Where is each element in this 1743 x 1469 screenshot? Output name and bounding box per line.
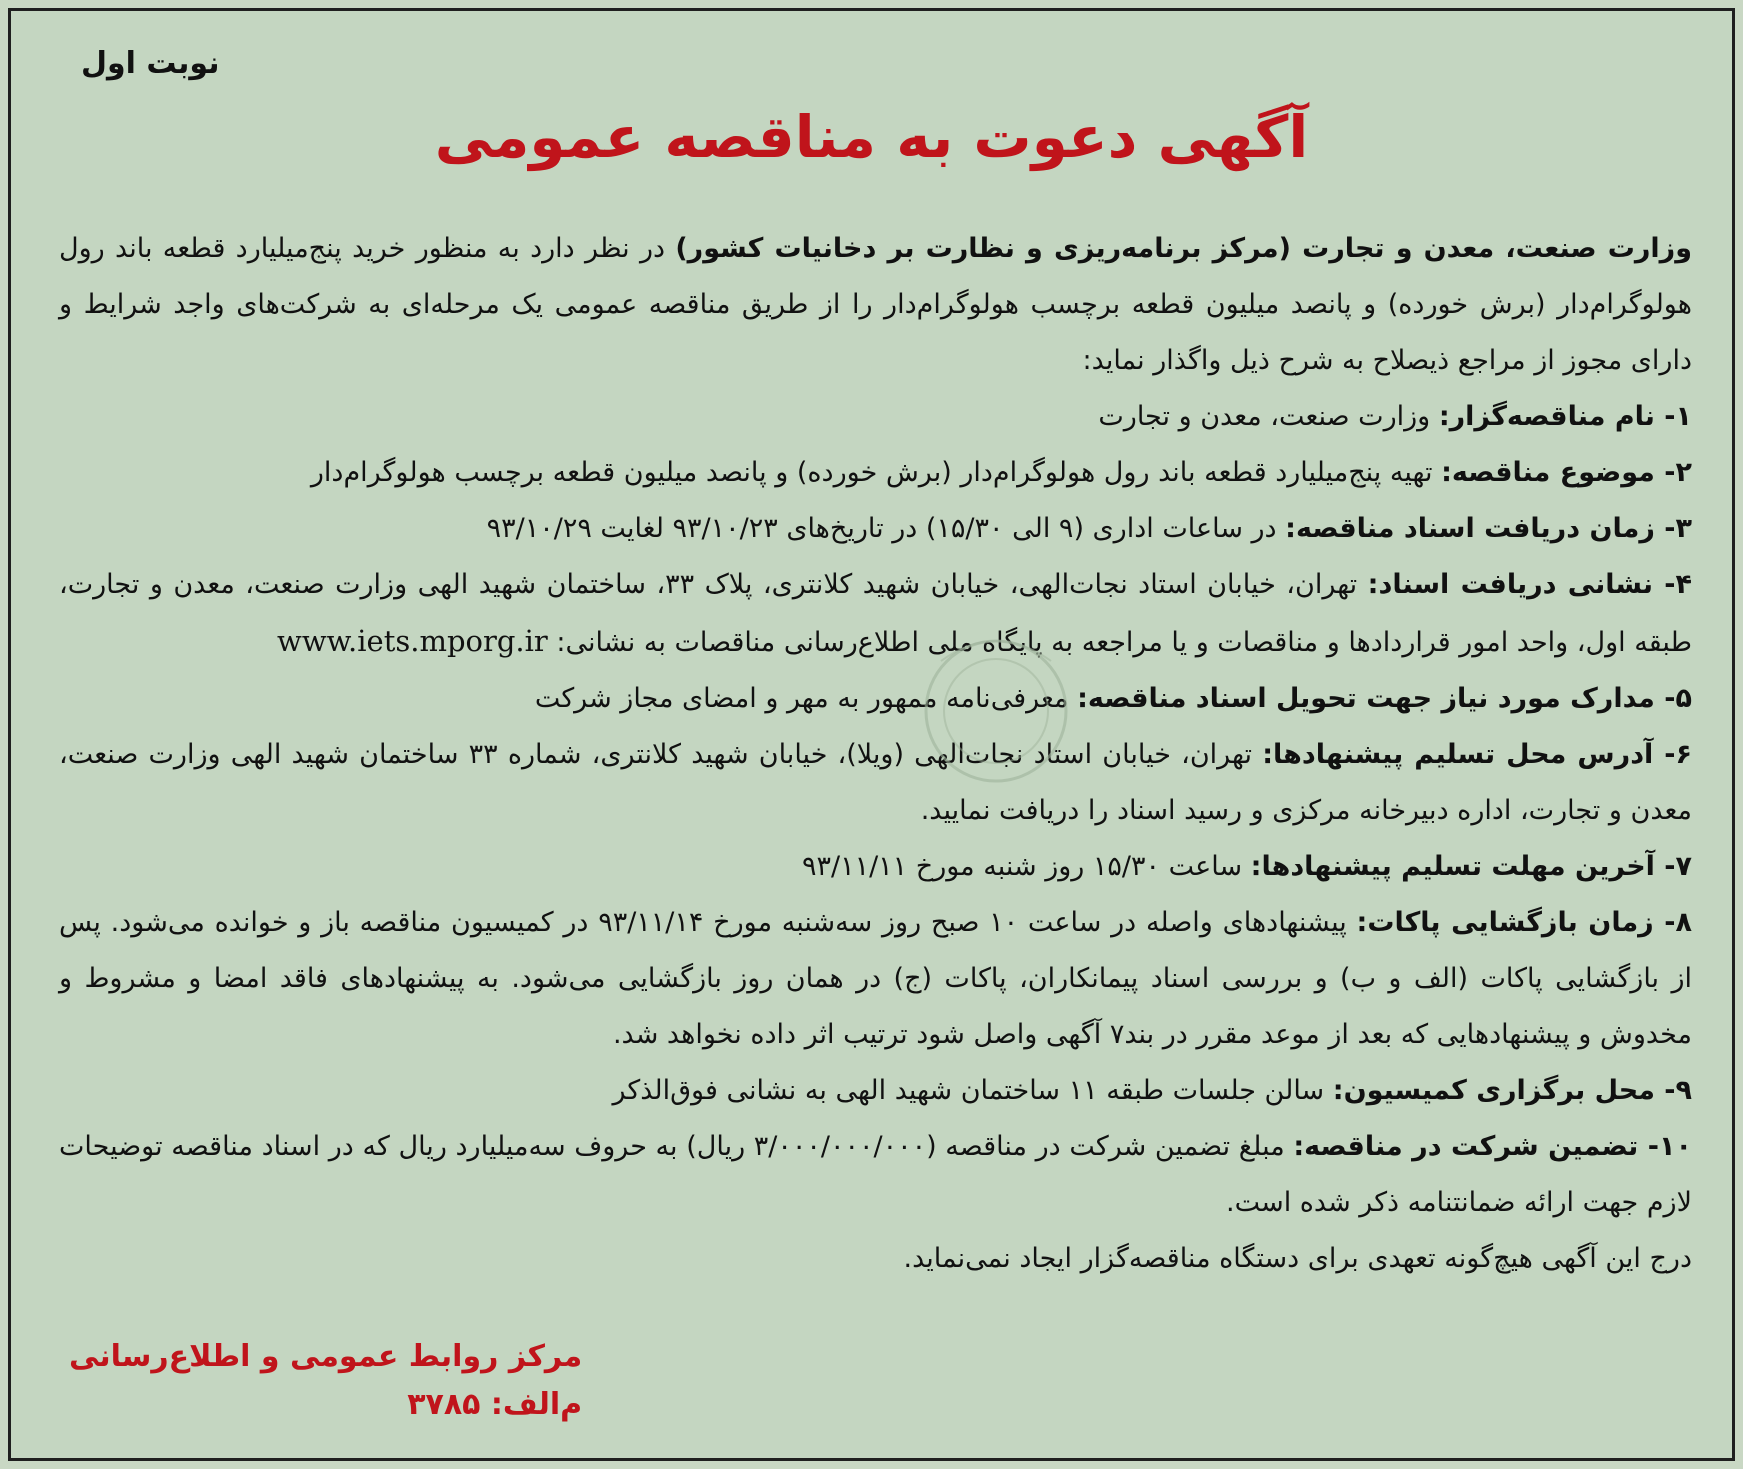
- item-label: ۵- مدارک مورد نیاز جهت تحویل اسناد مناقصه:: [1077, 683, 1692, 714]
- item-label: ۸- زمان بازگشایی پاکات:: [1356, 907, 1692, 938]
- item-label: ۶- آدرس محل تسلیم پیشنهادها:: [1262, 739, 1692, 770]
- intro-text: در نظر دارد به منظور خرید پنج‌میلیارد قطعه باند رول هولوگرام‌دار (برش خورده) و پانصد میلیون قطعه برچسب هولوگرام‌دار را از طریق مناقصه عمومی یک مرحله‌ای به شرکت‌های واجد شرایط و دارای مجوز از مراجع ذیصلاح به شرح ذیل واگذار نماید:: [59, 233, 1692, 376]
- item-text: پیشنهادهای واصله در ساعت ۱۰ صبح روز سه‌شنبه مورخ ۹۳/۱۱/۱۴ در کمیسیون مناقصه باز و خوانده می‌شود. پس از بازگشایی پاکات (الف و ب) و بررسی اسناد پیمانکاران، پاکات (ج) در همان روز بازگشایی می‌شود. به پیشنهادهای فاقد امضا و مشروط و مخدوش و پیشنهادهایی که بعد از موعد مقرر در بند۷ آگهی واصل شود ترتیب اثر داده نخواهد شد.: [59, 907, 1692, 1050]
- item-7: [59, 839, 1692, 895]
- notice-title: آگهی دعوت به مناقصه عمومی: [434, 103, 1309, 171]
- footer-organization: مرکز روابط عمومی و اطلاع‌رسانی: [69, 1339, 583, 1374]
- item-9: [59, 1063, 1692, 1119]
- item-text: تهیه پنج‌میلیارد قطعه باند رول هولوگرام‌دار (برش خورده) و پانصد میلیون قطعه برچسب هولوگرام‌دار: [310, 457, 1442, 488]
- tender-portal-url[interactable]: www.iets.mporg.ir: [277, 624, 548, 658]
- item-8: [59, 895, 1692, 1063]
- disclaimer: درج این آگهی هیچ‌گونه تعهدی برای دستگاه مناقصه‌گزار ایجاد نمی‌نماید.: [903, 1243, 1692, 1274]
- item-text: مبلغ تضمین شرکت در مناقصه (۳/۰۰۰/۰۰۰/۰۰۰ ریال) به حروف سه‌میلیارد ریال که در اسناد مناقصه توضیحات لازم جهت ارائه ضمانتنامه ذکر شده است.: [59, 1131, 1692, 1218]
- item-text: معرفی‌نامه ممهور به مهر و امضای مجاز شرکت: [534, 683, 1078, 714]
- item-1: [59, 389, 1692, 445]
- publication-round: نوبت اول: [81, 46, 220, 81]
- item-label: ۷- آخرین مهلت تسلیم پیشنهادها:: [1250, 851, 1692, 882]
- item-10: [59, 1119, 1692, 1231]
- item-5: [59, 671, 1692, 727]
- item-label: ۴- نشانی دریافت اسناد:: [1367, 569, 1692, 600]
- item-label: ۱۰- تضمین شرکت در مناقصه:: [1293, 1131, 1692, 1162]
- item-4: [59, 557, 1692, 671]
- intro-paragraph: [59, 221, 1692, 389]
- item-2: [59, 445, 1692, 501]
- item-text: سالن جلسات طبقه ۱۱ ساختمان شهید الهی به نشانی فوق‌الذکر: [612, 1075, 1333, 1106]
- intro-organization: وزارت صنعت، معدن و تجارت (مرکز برنامه‌ریزی و نظارت بر دخانیات کشور): [675, 233, 1692, 264]
- notice-body: [59, 221, 1692, 1287]
- item-6: [59, 727, 1692, 839]
- item-label: ۲- موضوع مناقصه:: [1441, 457, 1692, 488]
- footer: [69, 1333, 582, 1429]
- item-3: [59, 501, 1692, 557]
- item-label: ۹- محل برگزاری کمیسیون:: [1332, 1075, 1692, 1106]
- item-text: در ساعات اداری (۹ الی ۱۵/۳۰) در تاریخ‌های ۹۳/۱۰/۲۳ لغایت ۹۳/۱۰/۲۹: [486, 513, 1286, 544]
- item-text: ساعت ۱۵/۳۰ روز شنبه مورخ ۹۳/۱۱/۱۱: [801, 851, 1251, 882]
- item-text: تهران، خیابان استاد نجات‌الهی (ویلا)، خیابان شهید کلانتری، شماره ۳۳ ساختمان شهید الهی وزارت صنعت، معدن و تجارت، اداره دبیرخانه مرکزی و رسید اسناد را دریافت نمایید.: [59, 739, 1692, 826]
- item-text: تهران، خیابان استاد نجات‌الهی، خیابان شهید کلانتری، پلاک ۳۳، ساختمان شهید الهی وزارت صنعت، معدن و تجارت، طبقه اول، واحد امور قراردادها و مناقصات و یا مراجعه به پایگاه ملی اطلاع‌رسانی مناقصات به نشانی:: [59, 569, 1692, 658]
- item-text: وزارت صنعت، معدن و تجارت: [1098, 401, 1439, 432]
- item-label: ۱- نام مناقصه‌گزار:: [1438, 401, 1692, 432]
- footer-reference-code: م‌الف: ۳۷۸۵: [407, 1387, 583, 1422]
- item-label: ۳- زمان دریافت اسناد مناقصه:: [1285, 513, 1692, 544]
- notice-sheet: [8, 8, 1735, 1461]
